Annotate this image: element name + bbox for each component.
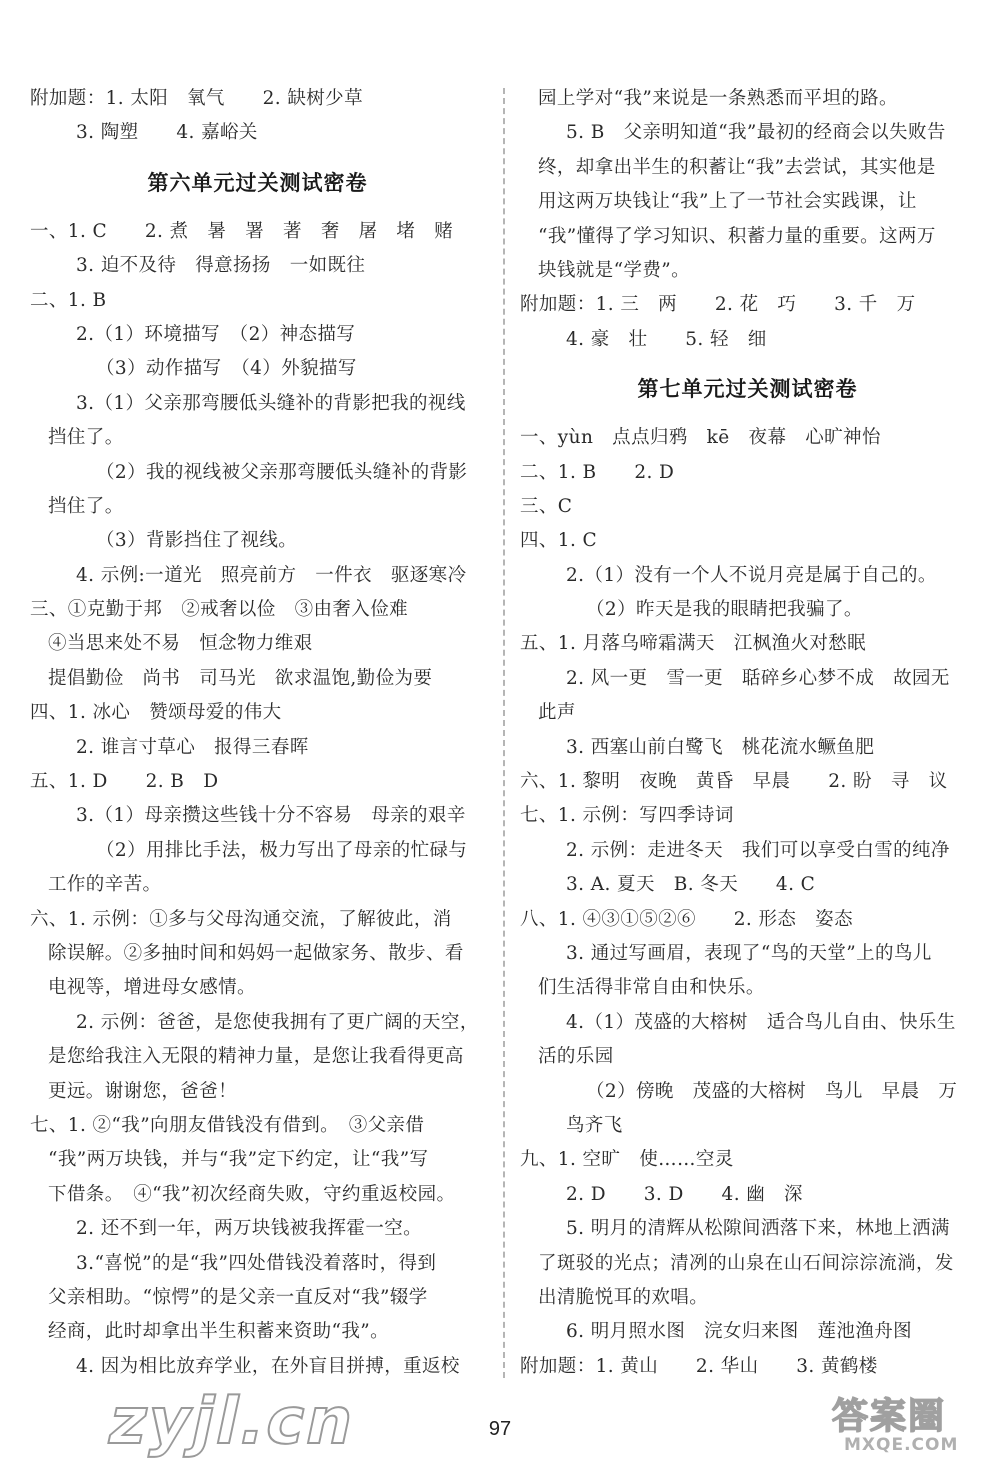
answer-line: （3）动作描写 （4）外貌描写 <box>96 358 357 380</box>
answer-line: 3.“喜悦”的是“我”四处借钱没着落时，得到 <box>76 1252 437 1274</box>
answer-line: 鸟齐飞 <box>566 1114 623 1136</box>
answer-line: 5. B 父亲明知道“我”最初的经商会以失败告 <box>566 122 946 144</box>
answer-line: 3. 通过写画眉，表现了“鸟的天堂”上的鸟儿 <box>566 942 932 964</box>
answer-line: 3. 西塞山前白鹭飞 桃花流水鳜鱼肥 <box>566 736 875 758</box>
answer-line: 挡住了。 <box>48 427 124 449</box>
watermark-logo-text: 答案圈 <box>832 1396 947 1437</box>
watermark-mxqe-logo <box>832 1388 982 1476</box>
answer-line: 四、1. C <box>520 530 598 552</box>
answer-line: 2. 风一更 雪一更 聒碎乡心梦不成 故园无 <box>566 667 950 689</box>
answer-line: “我”懂得了学习知识、积蓄力量的重要。这两万 <box>538 225 936 247</box>
answer-line: 4. 豪 壮 5. 轻 细 <box>566 328 767 350</box>
answer-line: 一、yùn 点点归鸦 kē 夜幕 心旷神怡 <box>520 427 881 449</box>
answer-line: 电视等，增进母女感情。 <box>48 977 256 999</box>
left-column <box>30 82 485 1384</box>
answer-line: 工作的辛苦。 <box>48 874 162 896</box>
right-column <box>520 82 975 1384</box>
answer-line: 2. 示例：爸爸，是您使我拥有了更广阔的天空， <box>76 1011 479 1033</box>
answer-line: 2. D 3. D 4. 幽 深 <box>566 1183 803 1205</box>
section-heading: 第六单元过关测试密卷 <box>147 170 368 195</box>
answer-line: （2）用排比手法，极力写出了母亲的忙碌与 <box>96 839 468 861</box>
answer-line: 附加题：1. 黄山 2. 华山 3. 黄鹤楼 <box>520 1355 878 1377</box>
answer-line: 3. A. 夏天 B. 冬天 4. C <box>566 874 816 896</box>
answer-line: 3. 陶塑 4. 嘉峪关 <box>76 122 258 144</box>
column-divider <box>503 88 505 1378</box>
answer-line: 六、1. 黎明 夜晚 黄昏 早晨 2. 盼 寻 议 <box>520 771 948 793</box>
answer-line: （2）傍晚 茂盛的大榕树 鸟儿 早晨 万 <box>586 1080 958 1102</box>
answer-line: 块钱就是“学费”。 <box>538 259 691 281</box>
answer-line: 四、1. 冰心 赞颂母爱的伟大 <box>30 702 282 724</box>
answer-line: 5. 明月的清辉从松隙间洒落下来，林地上洒满 <box>566 1218 950 1240</box>
answer-line: 3. 迫不及待 得意扬扬 一如既往 <box>76 255 366 277</box>
answer-line: 6. 明月照水图 浣女归来图 莲池渔舟图 <box>566 1321 913 1343</box>
answer-line: 3.（1）母亲攒这些钱十分不容易 母亲的艰辛 <box>76 805 466 827</box>
answer-line: 是您给我注入无限的精神力量，是您让我看得更高 <box>48 1046 464 1068</box>
answer-line: 三、C <box>520 495 573 517</box>
answer-line: 2. 示例：走进冬天 我们可以享受白雪的纯净 <box>566 839 950 861</box>
section-heading: 第七单元过关测试密卷 <box>637 377 858 402</box>
answer-line: “我”两万块钱，并与“我”定下约定，让“我”写 <box>48 1149 429 1171</box>
answer-line: （3）背影挡住了视线。 <box>96 530 298 552</box>
answer-line: （2）我的视线被父亲那弯腰低头缝补的背影 <box>96 461 468 483</box>
answer-line: 更远。谢谢您，爸爸！ <box>48 1080 238 1102</box>
answer-line: 二、1. B 2. D <box>520 461 675 483</box>
answer-line: 父亲相助。“惊愕”的是父亲一直反对“我”辍学 <box>48 1286 428 1308</box>
answer-line: 4. 示例:一道光 照亮前方 一件衣 驱逐寒冷 <box>76 564 467 586</box>
answer-line: 五、1. 月落乌啼霜满天 江枫渔火对愁眠 <box>520 633 867 655</box>
answer-line: 下借条。 ④“我”初次经商失败，守约重返校园。 <box>48 1183 456 1205</box>
answer-line: ④当思来处不易 恒念物力维艰 <box>48 633 313 655</box>
answer-line: 八、1. ④③①⑤②⑥ 2. 形态 姿态 <box>520 908 853 930</box>
answer-line: 园上学对“我”来说是一条熟悉而平坦的路。 <box>538 88 898 109</box>
answer-line: 九、1. 空旷 使……空灵 <box>520 1149 734 1171</box>
answer-line: 除误解。②多抽时间和妈妈一起做家务、散步、看 <box>48 942 464 964</box>
answer-line: 终，却拿出半生的积蓄让“我”去尝试，其实他是 <box>538 156 936 178</box>
answer-line: 二、1. B <box>30 289 107 311</box>
answer-line: 经商，此时却拿出半生积蓄来资助“我”。 <box>48 1321 390 1343</box>
answer-line: 提倡勤俭 尚书 司马光 欲求温饱,勤俭为要 <box>48 667 433 689</box>
watermark-url: MXQE.COM <box>844 1435 959 1455</box>
answer-line: 七、1. ②“我”向朋友借钱没有借到。 ③父亲借 <box>30 1114 425 1136</box>
answer-line: 用这两万块钱让“我”上了一节社会实践课，让 <box>538 191 917 213</box>
answer-line: 出清脆悦耳的欢唱。 <box>538 1286 709 1308</box>
answer-line: 三、①克勤于邦 ②戒奢以俭 ③由奢入俭难 <box>30 599 409 621</box>
answer-line: 此声 <box>538 702 576 724</box>
watermark-zyjl: zyjl.cn <box>102 1385 363 1459</box>
answer-line: 了斑驳的光点；清冽的山泉在山石间淙淙流淌，发 <box>538 1252 954 1274</box>
answer-line: 七、1. 示例：写四季诗词 <box>520 805 734 827</box>
answer-line: 附加题：1. 太阳 氧气 2. 缺树少草 <box>30 88 363 109</box>
answer-line: （2）昨天是我的眼睛把我骗了。 <box>586 599 863 621</box>
answer-line: 活的乐园 <box>538 1046 614 1068</box>
answer-line: 五、1. D 2. B D <box>30 771 219 793</box>
answer-line: 2. 谁言寸草心 报得三春晖 <box>76 736 309 758</box>
answer-line: 2.（1）没有一个人不说月亮是属于自己的。 <box>566 564 937 586</box>
answer-line: 2. 还不到一年，两万块钱被我挥霍一空。 <box>76 1218 423 1240</box>
answer-line: 们生活得非常自由和快乐。 <box>538 977 765 999</box>
answer-line: 4.（1）茂盛的大榕树 适合鸟儿自由、快乐生 <box>566 1011 956 1033</box>
answer-line: 一、1. C 2. 煮 暑 署 著 奢 屠 堵 赌 <box>30 220 454 242</box>
answer-line: 六、1. 示例：①多与父母沟通交流，了解彼此，消 <box>30 908 452 930</box>
answer-line: 4. 因为相比放弃学业，在外盲目拼搏，重返校 <box>76 1355 460 1377</box>
answer-line: 附加题：1. 三 两 2. 花 巧 3. 千 万 <box>520 294 916 316</box>
answer-line: 3.（1）父亲那弯腰低头缝补的背影把我的视线 <box>76 392 466 414</box>
page-number: 97 <box>488 1418 512 1440</box>
answer-line: 2.（1）环境描写 （2）神态描写 <box>76 323 356 345</box>
answer-line: 挡住了。 <box>48 495 124 517</box>
